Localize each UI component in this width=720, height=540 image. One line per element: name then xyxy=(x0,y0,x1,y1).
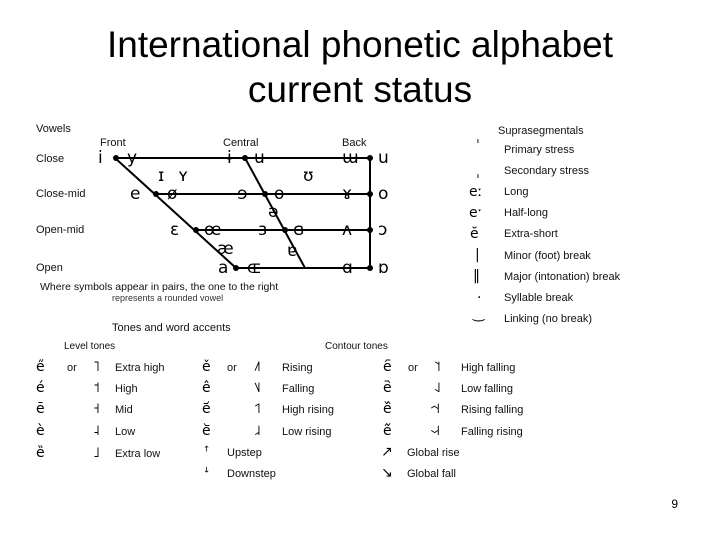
vowel-turned-a: ɐ xyxy=(287,241,298,261)
tone-falling-rising-label: Falling rising xyxy=(461,426,523,438)
tone-high-rising-label: High rising xyxy=(282,404,334,416)
major-break-label: Major (intonation) break xyxy=(504,271,621,283)
secondary-stress-label: Secondary stress xyxy=(504,165,589,177)
tone-high-rising-symbol: e᷄ xyxy=(202,401,211,417)
vowel-epsilon: ɛ xyxy=(170,220,180,240)
tone-falling-label: Falling xyxy=(282,383,315,395)
syllable-break-label: Syllable break xyxy=(504,292,574,304)
tones-heading: Tones and word accents xyxy=(112,322,231,334)
tone-rising-symbol: ě xyxy=(202,359,211,375)
global-rise-icon: ↗ xyxy=(381,444,393,460)
row-label-open: Open xyxy=(36,262,63,274)
primary-stress-label: Primary stress xyxy=(504,144,575,156)
vowel-open-o: ɔ xyxy=(378,220,388,240)
vowel-small-cap-y: ʏ xyxy=(178,166,189,186)
page-number: 9 xyxy=(671,497,678,511)
long-symbol: eː xyxy=(469,184,483,200)
tone-rising-falling-label: Rising falling xyxy=(461,404,524,416)
global-fall-label: Global fall xyxy=(407,468,456,480)
upstep-label: Upstep xyxy=(227,447,262,459)
vowel-y: y xyxy=(127,148,138,168)
vowel-footnote-2: represents a rounded vowel xyxy=(112,293,224,303)
tone-falling-rising-letter: ˧˨˧ xyxy=(430,423,441,439)
tone-extra-high-label: Extra high xyxy=(115,362,165,374)
title-line-1: International phonetic alphabet xyxy=(106,24,614,65)
tone-mid-symbol: ē xyxy=(36,401,45,417)
vowels-heading: Vowels xyxy=(36,123,71,135)
global-fall-icon: ↘ xyxy=(381,465,393,481)
tone-falling-letter: ˥˩ xyxy=(254,380,261,396)
primary-stress-symbol: ˈ xyxy=(476,138,480,154)
tone-rising-falling-letter: ˧˦˧ xyxy=(430,401,441,417)
vowel-footnote-1: Where symbols appear in pairs, the one to the right xyxy=(40,281,279,293)
vowel-barred-u: ʉ xyxy=(254,148,265,168)
tone-extra-low-letter: ˩ xyxy=(93,445,100,461)
tone-falling-symbol: ê xyxy=(202,380,211,396)
major-break-symbol: ‖ xyxy=(473,268,480,284)
vowel-rams-horn: ɤ xyxy=(342,184,353,204)
minor-break-label: Minor (foot) break xyxy=(504,250,591,262)
linking-label: Linking (no break) xyxy=(504,313,593,325)
extra-short-symbol: ĕ xyxy=(470,226,479,242)
tone-high-rising-letter: ˦˥ xyxy=(254,401,261,417)
vowel-i: i xyxy=(98,148,103,168)
tone-mid-label: Mid xyxy=(115,404,133,416)
downstep-icon: ꜜ xyxy=(204,465,210,481)
extra-short-label: Extra-short xyxy=(504,228,558,240)
column-back: Back xyxy=(342,137,367,149)
secondary-stress-symbol: ˌ xyxy=(476,164,480,180)
level-tones-heading: Level tones xyxy=(64,341,116,352)
or-label-2: or xyxy=(227,362,237,374)
vowel-small-cap-oe: ɶ xyxy=(247,258,262,278)
tone-low-symbol: è xyxy=(36,423,45,439)
tone-low-rising-label: Low rising xyxy=(282,426,332,438)
tone-extra-low-symbol: ȅ xyxy=(36,445,45,461)
tone-mid-letter: ˧ xyxy=(93,401,100,417)
tone-low-letter: ˨ xyxy=(93,423,100,439)
contour-tones-heading: Contour tones xyxy=(325,341,388,352)
column-front: Front xyxy=(100,137,126,149)
vowel-closed-reversed-epsilon: ɞ xyxy=(293,220,305,240)
tone-high-falling-label: High falling xyxy=(461,362,516,374)
vowel-o: o xyxy=(378,184,389,204)
half-long-symbol: eˑ xyxy=(469,205,483,221)
vowel-a: a xyxy=(218,258,229,278)
or-label: or xyxy=(67,362,77,374)
vowel-reversed-epsilon: ɜ xyxy=(258,220,268,240)
tone-high-label: High xyxy=(115,383,138,395)
tone-low-falling-symbol: e᷆ xyxy=(383,380,392,396)
vowel-turned-m: ɯ xyxy=(342,148,359,168)
vowel-u: u xyxy=(378,148,389,168)
tone-rising-label: Rising xyxy=(282,362,313,374)
vowel-turned-script-a: ɒ xyxy=(378,258,389,278)
tone-falling-rising-symbol: e᷉ xyxy=(383,423,392,439)
tone-low-rising-letter: ˩˨ xyxy=(254,423,261,439)
syllable-break-symbol: . xyxy=(477,286,482,302)
long-label: Long xyxy=(504,186,529,198)
column-central: Central xyxy=(223,137,259,149)
vowel-barred-i: ɨ xyxy=(227,148,232,168)
or-label-3: or xyxy=(408,362,418,374)
minor-break-symbol: | xyxy=(475,247,480,263)
vowel-upsilon: ʊ xyxy=(303,166,314,186)
vowel-turned-v: ʌ xyxy=(342,220,353,240)
tone-rising-falling-symbol: e᷈ xyxy=(383,401,392,417)
tone-high-symbol: é xyxy=(36,380,45,396)
vowel-small-cap-i: ɪ xyxy=(158,166,165,186)
tone-low-rising-symbol: e᷅ xyxy=(202,423,211,439)
tone-rising-letter: ˩˥ xyxy=(254,359,261,375)
vowel-ash: æ xyxy=(217,239,234,259)
half-long-label: Half-long xyxy=(504,207,549,219)
tone-extra-high-letter: ˥ xyxy=(93,359,100,375)
vowel-script-a: ɑ xyxy=(342,258,353,278)
tone-high-letter: ˦ xyxy=(93,380,100,396)
vowel-oe: œ xyxy=(204,220,222,240)
linking-symbol: ‿ xyxy=(473,306,485,322)
tone-high-falling-symbol: e᷇ xyxy=(383,359,392,375)
vowel-e: e xyxy=(130,184,141,204)
row-label-close: Close xyxy=(36,153,65,165)
vowel-reversed-e: ɘ xyxy=(237,184,248,204)
tone-low-falling-label: Low falling xyxy=(461,383,513,395)
upstep-icon: ꜛ xyxy=(204,444,210,460)
vowel-slashed-o: ø xyxy=(167,184,178,204)
vowel-barred-o: ɵ xyxy=(274,184,285,204)
tone-extra-low-label: Extra low xyxy=(115,448,161,460)
title-line-2: current status xyxy=(247,69,473,110)
tone-low-label: Low xyxy=(115,426,136,438)
downstep-label: Downstep xyxy=(227,468,276,480)
row-label-close-mid: Close-mid xyxy=(36,188,86,200)
tone-high-falling-letter: ˥˦ xyxy=(434,359,441,375)
global-rise-label: Global rise xyxy=(407,447,460,459)
row-label-open-mid: Open-mid xyxy=(36,224,85,236)
tone-low-falling-letter: ˨˩ xyxy=(434,380,441,396)
suprasegmentals-heading: Suprasegmentals xyxy=(498,125,584,137)
tone-extra-high-symbol: e̋ xyxy=(36,359,45,375)
vowel-schwa: ə xyxy=(268,202,279,222)
